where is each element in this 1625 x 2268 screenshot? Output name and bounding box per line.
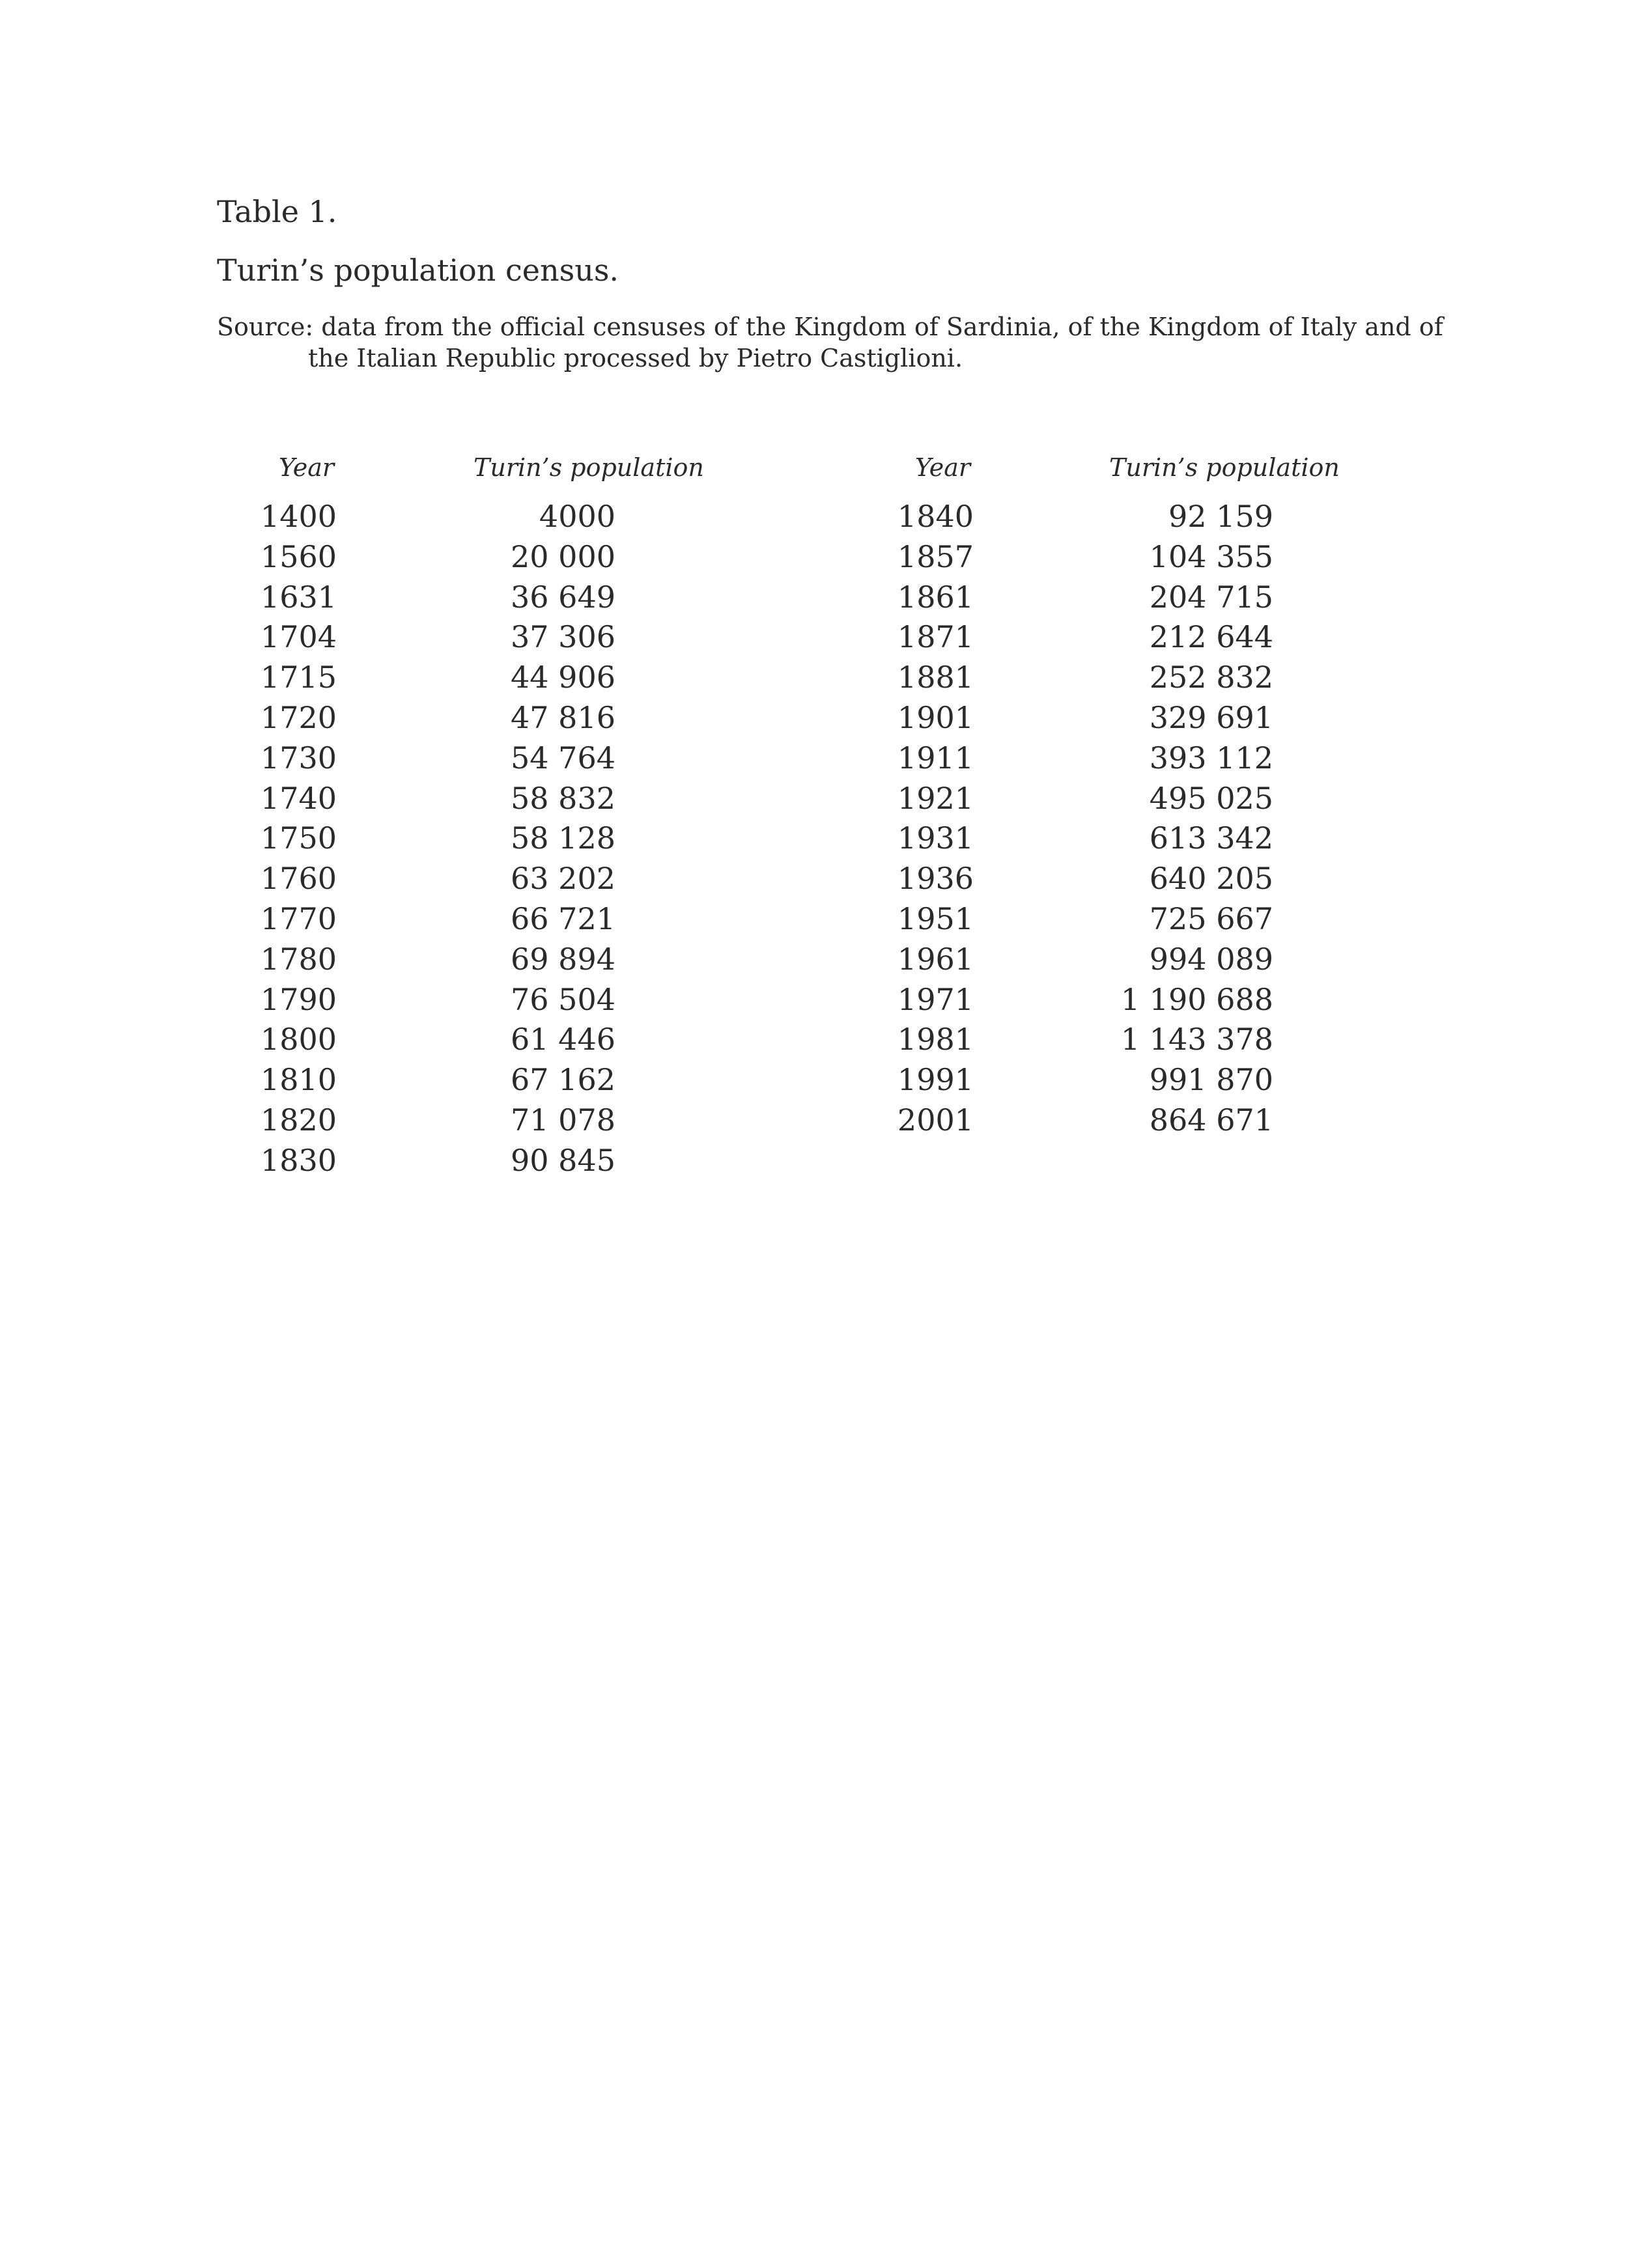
- population-cell: 47 816: [511, 699, 615, 735]
- population-cell: 44 906: [511, 660, 615, 695]
- year-cell: 1981: [897, 1022, 974, 1057]
- year-cell: 1921: [897, 780, 974, 816]
- population-cell: 54 764: [511, 740, 615, 776]
- population-cell: 66 721: [511, 901, 615, 936]
- year-cell: 1750: [260, 820, 337, 856]
- population-cell: 36 649: [511, 579, 615, 615]
- population-cell: 613 342: [1149, 820, 1273, 856]
- year-cell: 1800: [260, 1022, 337, 1057]
- year-cell: 1951: [897, 901, 974, 936]
- population-cell: 104 355: [1149, 539, 1273, 574]
- year-cell: 2001: [897, 1102, 974, 1138]
- population-cell: 20 000: [511, 539, 615, 574]
- year-cell: 1560: [260, 539, 337, 574]
- year-cell: 1881: [897, 660, 974, 695]
- table-label: Table 1.: [217, 194, 337, 229]
- year-cell: 1961: [897, 941, 974, 977]
- year-cell: 1704: [260, 619, 337, 655]
- year-cell: 1820: [260, 1102, 337, 1138]
- population-cell: 212 644: [1149, 619, 1273, 655]
- population-cell: 991 870: [1149, 1062, 1273, 1098]
- year-cell: 1730: [260, 740, 337, 776]
- year-cell: 1780: [260, 941, 337, 977]
- year-cell: 1936: [897, 861, 974, 897]
- left-year-header: Year: [279, 453, 335, 482]
- population-cell: 329 691: [1149, 699, 1273, 735]
- population-cell: 252 832: [1149, 660, 1273, 695]
- year-cell: 1400: [260, 499, 337, 534]
- year-cell: 1857: [897, 539, 974, 574]
- population-cell: 58 832: [511, 780, 615, 816]
- population-cell: 61 446: [511, 1022, 615, 1057]
- year-cell: 1871: [897, 619, 974, 655]
- year-cell: 1971: [897, 981, 974, 1017]
- population-cell: 67 162: [511, 1062, 615, 1098]
- population-cell: 90 845: [511, 1142, 615, 1178]
- year-cell: 1760: [260, 861, 337, 897]
- year-cell: 1861: [897, 579, 974, 615]
- population-cell: 58 128: [511, 820, 615, 856]
- population-cell: 76 504: [511, 981, 615, 1017]
- population-cell: 37 306: [511, 619, 615, 655]
- right-population-header: Turin’s population: [1109, 453, 1340, 482]
- population-cell: 204 715: [1149, 579, 1273, 615]
- population-cell: 994 089: [1149, 941, 1273, 977]
- population-cell: 92 159: [1168, 499, 1273, 534]
- population-cell: 393 112: [1149, 740, 1273, 776]
- year-cell: 1631: [260, 579, 337, 615]
- population-cell: 495 025: [1149, 780, 1273, 816]
- left-population-header: Turin’s population: [473, 453, 704, 482]
- year-cell: 1790: [260, 981, 337, 1017]
- population-cell: 864 671: [1149, 1102, 1273, 1138]
- year-cell: 1720: [260, 699, 337, 735]
- year-cell: 1770: [260, 901, 337, 936]
- year-cell: 1911: [897, 740, 974, 776]
- population-cell: 63 202: [511, 861, 615, 897]
- population-cell: 1 143 378: [1120, 1022, 1273, 1057]
- year-cell: 1740: [260, 780, 337, 816]
- year-cell: 1991: [897, 1062, 974, 1098]
- year-cell: 1810: [260, 1062, 337, 1098]
- population-cell: 69 894: [511, 941, 615, 977]
- year-cell: 1901: [897, 699, 974, 735]
- right-year-header: Year: [915, 453, 971, 482]
- population-cell: 71 078: [511, 1102, 615, 1138]
- year-cell: 1840: [897, 499, 974, 534]
- table-title: Turin’s population census.: [217, 253, 619, 288]
- year-cell: 1931: [897, 820, 974, 856]
- year-cell: 1830: [260, 1142, 337, 1178]
- population-cell: 640 205: [1149, 861, 1273, 897]
- year-cell: 1715: [260, 660, 337, 695]
- population-cell: 4000: [539, 499, 615, 534]
- population-cell: 1 190 688: [1120, 981, 1273, 1017]
- population-cell: 725 667: [1149, 901, 1273, 936]
- table-source: Source: data from the official censuses of the Kingdom of Sardinia, of the Kingdom of Italy and of the Italian Republic processed by Pietro Castiglioni.: [217, 313, 1443, 372]
